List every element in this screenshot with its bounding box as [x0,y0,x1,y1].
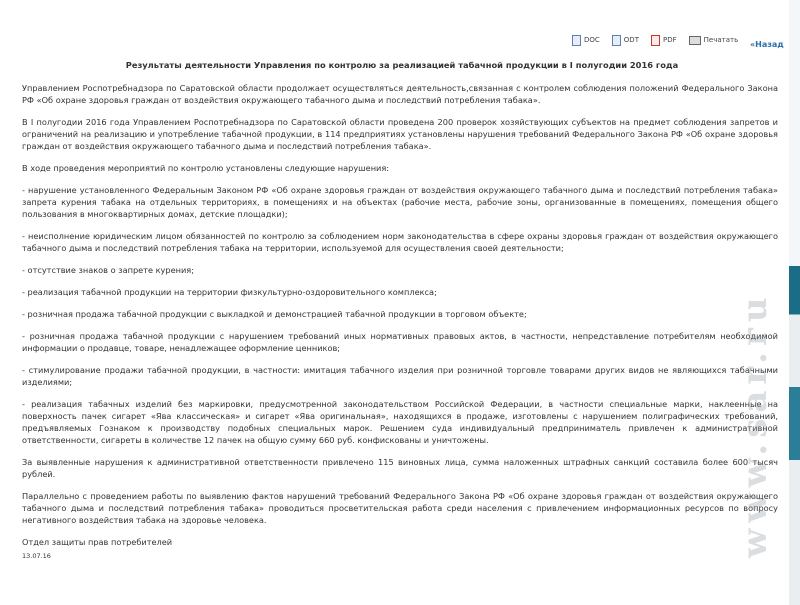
paragraph: Управлением Роспотребнадзора по Саратовской области продолжает осуществляться деятельность,связанная с контролем соблюдения положений Федерального Закона РФ «Об охране здоровья граждан от воздействия окружающего табачного дыма и последствий потребления табака». [22,83,778,105]
paragraph: - розничная продажа табачной продукции с выкладкой и демонстрацией табачной продукции в торговом объекте; [22,309,527,319]
paragraph: В I полугодии 2016 года Управлением Роспотребнадзора по Саратовской области проведена 200 проверок хозяйствующих субъектов на предмет соблюдения запретов и ограничений на реализацию и употребление табачной продукции, в 114 предприятиях установлены нарушения требований Федерального Закона РФ «Об охране здоровья граждан от воздействия окружающего табачного дыма и последствий потребления табака». [22,117,778,151]
odt-export-label: ODT [623,36,639,44]
pdf-file-icon [651,35,660,46]
article-body [22,82,778,562]
paragraph: - реализация табачной продукции на территории физкультурно-оздоровительного комплекса; [22,287,437,297]
pdf-export-label: PDF [662,36,677,44]
publish-date: 13.07.16 [22,552,51,560]
doc-export-label: DOC [584,36,600,44]
paragraph: - реализация табачных изделий без маркировки, предусмотренной законодательством Российской Федерации, в частности специальные марки, наклеенные на поверхность пачек сигарет «Ява классическая» и сигарет «Ява оригинальная», находящихся в продаже, изготовлены с нарушением полиграфических требований, предъявляемых Гознаком к производству подобных специальных марок. Решением суда индивидуальный предприниматель привлечен к административной ответственности, сигареты в количестве 12 пачек на общую сумму 660 руб. конфискованы и уничтожены. [22,399,778,445]
paragraph: В ходе проведения мероприятий по контролю установлены следующие нарушения: [22,163,390,173]
odt-export-button[interactable] [612,35,639,46]
odt-file-icon [612,35,621,46]
paragraph: - отсутствие знаков о запрете курения; [22,265,194,275]
pdf-export-button[interactable] [651,35,677,46]
printer-icon [689,36,701,45]
paragraph: - нарушение установленного Федеральным Законом РФ «Об охране здоровья граждан от воздействия окружающего табачного дыма и последствий потребления табака» запрета курения табака на отдельных территориях, в помещениях и на объектах (рабочие места, рабочие зоны, организованные в помещениях, помещения общего пользования в многоквартирных домах, детские площадки); [22,185,778,219]
print-label: Печатать [703,36,739,44]
doc-file-icon [572,35,581,46]
article-title: Результаты деятельности Управления по контролю за реализацией табачной продукции в I полугодии 2016 года [125,60,679,70]
site-watermark: www.sar.ru [735,291,775,559]
paragraph: - неисполнение юридическим лицом обязанностей по контролю за соблюдением норм законодательства в сфере охраны здоровья граждан от воздействия окружающего табачного дыма и последствий потребления табака на территории, используемой для осуществления своей деятельности; [22,231,778,253]
print-button[interactable] [689,36,739,45]
paragraph: Параллельно с проведением работы по выявлению фактов нарушений требований Федерального Закона РФ «Об охране здоровья граждан от воздействия окружающего табачного дыма и последствий потребления табака» проводиться просветительская работа среди населения с привлечением информационных ресурсов по вопросу негативного воздействия табака на здоровье человека. [22,491,778,525]
export-toolbar [572,33,750,47]
paragraph: - розничная продажа табачной продукции с нарушением требований иных нормативных правовых актов, в частности, непредставление потребителям необходимой информации о продавце, товаре, ненадлежащее оформление ценников; [22,331,778,353]
back-link[interactable]: «Назад [750,40,784,49]
signature: Отдел защиты прав потребителей [22,537,173,547]
doc-export-button[interactable] [572,35,600,46]
paragraph: За выявленные нарушения к административной ответственности привлечено 115 виновных лица, сумма наложенных штрафных санкций составила более 600 тысяч рублей. [22,457,778,479]
paragraph: - стимулирование продажи табачной продукции, в частности: имитация табачного изделия при розничной торговле товарами других видов не являющихся табачными изделиями; [22,365,778,387]
